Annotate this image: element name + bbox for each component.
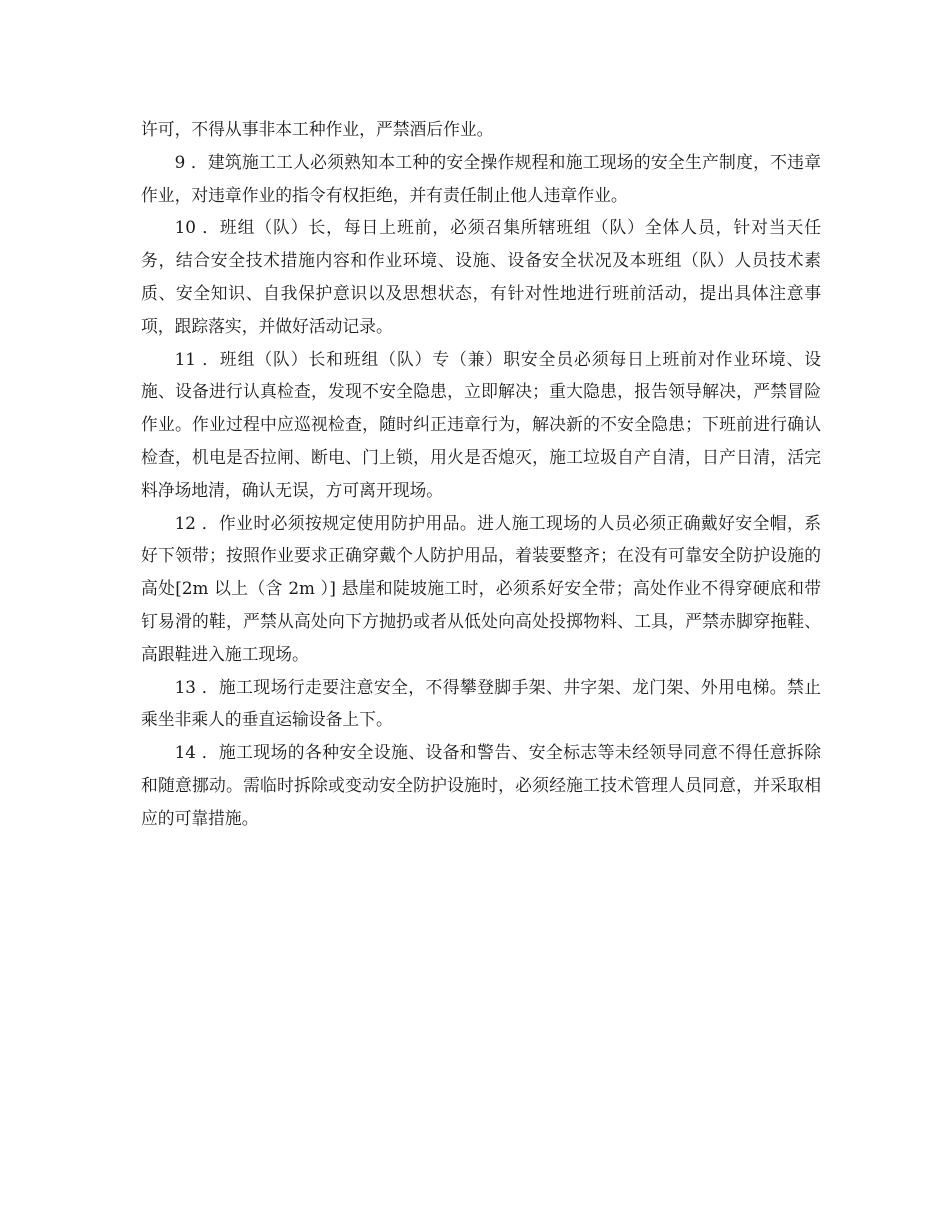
paragraph-item-10: 10 ．班组（队）长，每日上班前，必须召集所辖班组（队）全体人员，针对当天任务，结合安全技术措施内容和作业环境、设施、设备安全状况及本班组（队）人员技术素质、安全知识、自我保护意识以及思想状态，有针对性地进行班前活动，提出具体注意事项，跟踪落实，并做好活动记录。 — [141, 217, 821, 336]
paragraph-item-13: 13 ．施工现场行走要注意安全，不得攀登脚手架、井字架、龙门架、外用电梯。禁止乘坐非乘人的垂直运输设备上下。 — [141, 676, 821, 730]
paragraph-item-12: 12 ．作业时必须按规定使用防护用品。进人施工现场的人员必须正确戴好安全帽，系好下领带；按照作业要求正确穿戴个人防护用品，着装要整齐；在没有可靠安全防护设施的高处[2m 以上（含 2m ）] 悬崖和陡坡施工时，必须系好安全带；高处作业不得穿硬底和带钉易滑的鞋，严禁从高处向下方抛扔或者从低处向高处投掷物料、工具，严禁赤脚穿拖鞋、高跟鞋进入施工现场。 — [141, 512, 821, 664]
document-page — [141, 113, 821, 835]
paragraph-item-14: 14 ．施工现场的各种安全设施、设备和警告、安全标志等未经领导同意不得任意拆除和随意挪动。需临时拆除或变动安全防护设施时，必须经施工技术管理人员同意，并采取相应的可靠措施。 — [141, 742, 821, 828]
paragraph-continuation: 许可，不得从事非本工种作业，严禁酒后作业。 — [141, 119, 494, 139]
paragraph-item-11: 11 ．班组（队）长和班组（队）专（兼）职安全员必须每日上班前对作业环境、设施、设备进行认真检查，发现不安全隐患，立即解决；重大隐患，报告领导解决，严禁冒险作业。作业过程中应巡视检查，随时纠正违章行为，解决新的不安全隐患；下班前进行确认检查，机电是否拉闸、断电、门上锁，用火是否熄灭，施工垃圾自产自清，日产日清，活完料净场地清，确认无误，方可离开现场。 — [141, 348, 821, 500]
paragraph-item-9: 9 ．建筑施工工人必须熟知本工种的安全操作规程和施工现场的安全生产制度，不违章作业，对违章作业的指令有权拒绝，并有责任制止他人违章作业。 — [141, 151, 821, 205]
